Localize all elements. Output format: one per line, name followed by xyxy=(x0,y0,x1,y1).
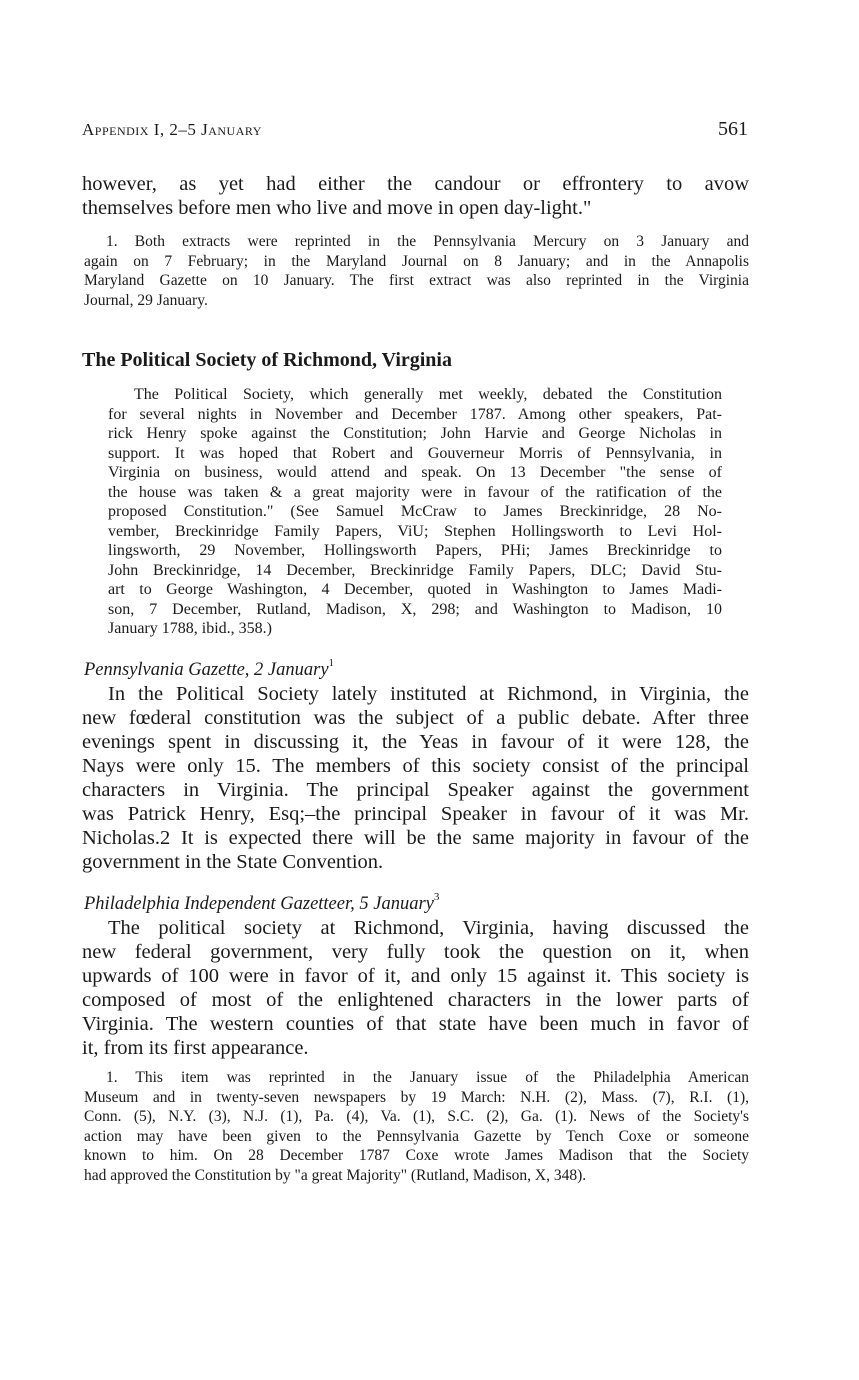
text-line: Virginia. The western counties of that state have been much in favor of xyxy=(82,1013,749,1035)
text-line: lingsworth, 29 November, Hollingsworth Papers, PHi; James Breckinridge to xyxy=(108,542,722,559)
text-line: art to George Washington, 4 December, quoted in Washington to James Madi- xyxy=(108,581,722,598)
text-line: 1. This item was reprinted in the January issue of the Philadelphia American xyxy=(106,1069,749,1086)
text-line: new federal government, very fully took the question on it, when xyxy=(82,941,749,963)
text-line: 1. Both extracts were reprinted in the Pennsylvania Mercury on 3 January and xyxy=(106,233,749,250)
text-line: action may have been given to the Pennsylvania Gazette by Tench Coxe or someone xyxy=(84,1127,749,1145)
text-line: evenings spent in discussing it, the Yeas in favour of it were 128, the xyxy=(82,731,749,753)
footnote-marker: 1 xyxy=(328,657,335,669)
footnote-reprint xyxy=(84,1068,749,1185)
text-line: Museum and in twenty-seven newspapers by 19 March: N.H. (2), Mass. (7), R.I. (1), xyxy=(84,1088,749,1106)
text-line: support. It was hoped that Robert and Gouverneur Morris of Pennsylvania, in xyxy=(108,444,722,462)
section-title: The Political Society of Richmond, Virginia xyxy=(82,349,452,371)
text-line: proposed Constitution." (See Samuel McCraw to James Breckinridge, 28 No- xyxy=(108,503,722,520)
source-heading-gazette xyxy=(84,657,335,681)
gazetteer-paragraph xyxy=(82,916,749,1060)
text-line: The Political Society, which generally met weekly, debated the Constitution xyxy=(134,386,722,403)
text-line: themselves before men who live and move in open day-light." xyxy=(82,197,592,219)
page-number: 561 xyxy=(718,118,748,140)
text-line: Maryland Gazette on 10 January. The first extract was also reprinted in the Virginia xyxy=(84,272,749,289)
text-line: rick Henry spoke against the Constitution; John Harvie and George Nicholas in xyxy=(108,425,722,442)
text-line: new fœderal constitution was the subject of a public debate. After three xyxy=(82,707,749,729)
text-line: Conn. (5), N.Y. (3), N.J. (1), Pa. (4), Va. (1), S.C. (2), Ga. (1). News of the Society's xyxy=(84,1108,749,1125)
text-line: Nicholas.2 It is expected there will be the same majority in favour of the xyxy=(82,827,749,849)
running-head: Appendix I, 2–5 January xyxy=(82,120,262,139)
source-heading-gazetteer xyxy=(84,891,440,915)
text-line: government in the State Convention. xyxy=(82,851,384,873)
text-line: it, from its first appearance. xyxy=(82,1037,309,1059)
text-line: however, as yet had either the candour or effrontery to avow xyxy=(82,173,749,195)
page-header xyxy=(82,120,748,144)
text-line: John Breckinridge, 14 December, Breckinridge Family Papers, DLC; David Stu- xyxy=(108,561,722,579)
text-line: Nays were only 15. The members of this society consist of the principal xyxy=(82,755,749,777)
text-line: had approved the Constitution by "a great Majority" (Rutland, Madison, X, 348). xyxy=(84,1166,587,1184)
text-line: the house was taken & a great majority were in favour of the ratification of the xyxy=(108,483,722,501)
text-line: known to him. On 28 December 1787 Coxe wrote James Madison that the Society xyxy=(84,1147,749,1164)
text-line: again on 7 February; in the Maryland Journal on 8 January; and in the Annapolis xyxy=(84,252,749,270)
text-line: was Patrick Henry, Esq;–the principal Speaker in favour of it was Mr. xyxy=(82,803,749,825)
source-title: Philadelphia Independent Gazetteer, 5 January xyxy=(84,894,434,914)
source-title: Pennsylvania Gazette, 2 January xyxy=(84,660,329,680)
text-line: January 1788, ibid., 358.) xyxy=(108,620,272,637)
text-line: son, 7 December, Rutland, Madison, X, 298; and Washington to Madison, 10 xyxy=(108,600,722,618)
footnote-marker: 3 xyxy=(433,891,440,903)
text-line: Journal, 29 January. xyxy=(84,291,208,309)
section-intro xyxy=(108,385,722,639)
text-line: composed of most of the enlightened characters in the lower parts of xyxy=(82,989,749,1011)
gazette-paragraph xyxy=(82,682,749,874)
text-line: characters in Virginia. The principal Speaker against the government xyxy=(82,779,749,801)
text-line: In the Political Society lately instituted at Richmond, in Virginia, the xyxy=(108,683,749,705)
text-line: upwards of 100 were in favor of it, and only 15 against it. This society is xyxy=(82,965,749,987)
footnote-extracts xyxy=(84,232,749,310)
text-line: The political society at Richmond, Virginia, having discussed the xyxy=(108,917,749,939)
text-line: Virginia on business, would attend and speak. On 13 December "the sense of xyxy=(108,464,722,481)
text-line: vember, Breckinridge Family Papers, ViU; Stephen Hollingsworth to Levi Hol- xyxy=(108,522,722,540)
text-line: for several nights in November and December 1787. Among other speakers, Pat- xyxy=(108,405,722,423)
continuation-paragraph xyxy=(82,172,749,220)
